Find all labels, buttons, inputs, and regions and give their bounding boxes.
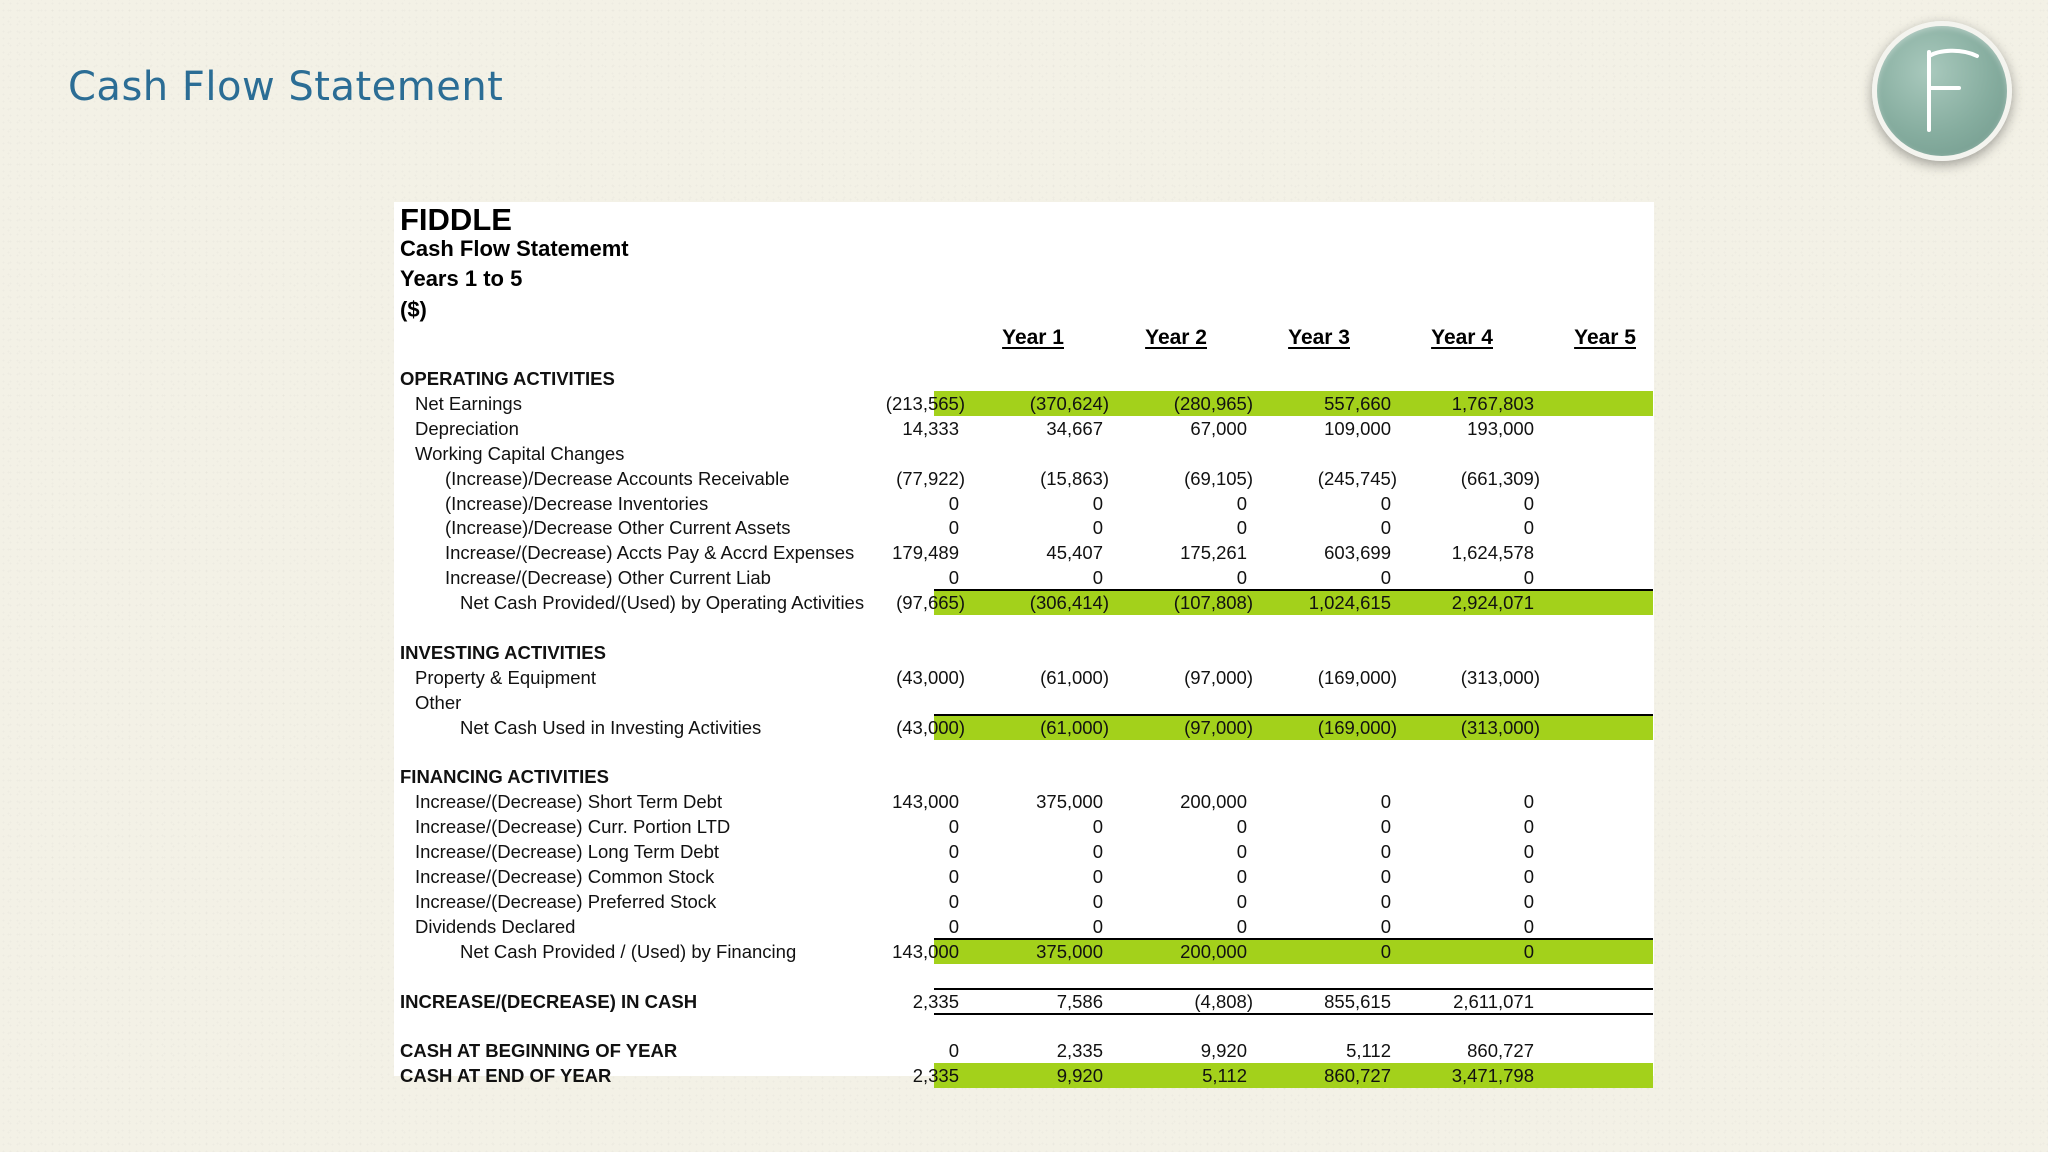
- value-cell: 9,920: [1056, 1065, 1103, 1087]
- value-cell: 0: [1380, 890, 1391, 912]
- row-label: FINANCING ACTIVITIES: [400, 766, 609, 788]
- statement-row: [394, 1063, 1654, 1088]
- value-cell: 143,000: [892, 940, 959, 962]
- value-cell: 0: [1380, 492, 1391, 514]
- value-cell: 0: [1092, 816, 1103, 838]
- column-header-year-4: Year 4: [1431, 326, 1493, 349]
- value-cell: 0: [948, 1040, 959, 1062]
- value-cell: 0: [948, 567, 959, 589]
- spacer-row: [394, 964, 1654, 989]
- value-cell: 14,333: [902, 417, 959, 439]
- statement-row: [394, 416, 1654, 441]
- column-header-year-5: Year 5: [1574, 326, 1636, 349]
- total-rule: [934, 714, 1653, 716]
- statement-row: [394, 889, 1654, 914]
- statement-row: [394, 690, 1654, 715]
- value-cell: 0: [1092, 866, 1103, 887]
- statement-row: [394, 466, 1654, 491]
- value-cell: 557,660: [1324, 392, 1391, 414]
- spacer-row: [394, 615, 1654, 640]
- value-cell: 0: [1523, 492, 1534, 514]
- row-label: CASH AT END OF YEAR: [400, 1065, 612, 1087]
- value-cell: 9,920: [1200, 1040, 1247, 1062]
- value-cell: 0: [1523, 517, 1534, 539]
- statement-row: [394, 391, 1654, 416]
- value-cell: 0: [1236, 492, 1247, 514]
- value-cell: 193,000: [1467, 417, 1534, 439]
- value-cell: 1,024,615: [1308, 592, 1391, 614]
- value-cell: 200,000: [1180, 791, 1247, 813]
- statement-row: [394, 665, 1654, 690]
- row-label: Increase/(Decrease) Accts Pay & Accrd Expenses: [445, 542, 855, 564]
- row-label: Increase/(Decrease) Curr. Portion LTD: [415, 816, 731, 838]
- row-label: Net Cash Provided / (Used) by Financing: [460, 940, 797, 962]
- value-cell: 5,112: [1202, 1065, 1247, 1087]
- value-cell: 0: [1523, 816, 1534, 838]
- row-label: Increase/(Decrease) Short Term Debt: [415, 791, 723, 813]
- value-cell: 3,471,798: [1451, 1065, 1534, 1087]
- value-cell: 0: [1523, 791, 1534, 813]
- row-label: CASH AT BEGINNING OF YEAR: [400, 1040, 678, 1062]
- value-cell: 0: [1523, 567, 1534, 589]
- statement-row: [394, 789, 1654, 814]
- value-cell: (313,000): [1460, 716, 1540, 738]
- value-cell: 2,335: [912, 990, 959, 1012]
- value-cell: (97,000): [1184, 666, 1253, 688]
- spacer-row: [394, 740, 1654, 765]
- cash-flow-sheet: [394, 202, 1654, 1087]
- value-cell: 0: [1092, 915, 1103, 937]
- fiddle-logo: [1872, 21, 2012, 161]
- value-cell: (77,922): [896, 467, 965, 489]
- statement-row: [394, 939, 1654, 964]
- spacer-row: [394, 1013, 1654, 1038]
- total-rule: [934, 938, 1653, 940]
- statement-row: [394, 590, 1654, 615]
- statement-units: ($): [400, 297, 427, 322]
- value-cell: 0: [948, 915, 959, 937]
- value-cell: 0: [1236, 890, 1247, 912]
- row-label: Dividends Declared: [415, 915, 576, 937]
- value-cell: 0: [948, 841, 959, 863]
- value-cell: (97,000): [1184, 716, 1253, 738]
- statement-title: Cash Flow Statememt: [400, 236, 629, 261]
- row-label: Other: [415, 691, 462, 713]
- column-header-year-1: Year 1: [1002, 326, 1064, 349]
- statement-row: [394, 565, 1654, 590]
- value-cell: 0: [1236, 816, 1247, 838]
- value-cell: (213,565): [885, 392, 965, 414]
- value-cell: (4,808): [1194, 990, 1253, 1012]
- value-cell: 0: [1380, 866, 1391, 887]
- value-cell: 0: [948, 816, 959, 838]
- row-label: (Increase)/Decrease Accounts Receivable: [445, 467, 790, 489]
- value-cell: 5,112: [1346, 1040, 1391, 1062]
- value-cell: 0: [1380, 816, 1391, 838]
- value-cell: (370,624): [1029, 392, 1109, 414]
- value-cell: 0: [1092, 492, 1103, 514]
- row-label: Depreciation: [415, 417, 519, 439]
- value-cell: 0: [1380, 915, 1391, 937]
- value-cell: 860,727: [1467, 1040, 1534, 1062]
- statement-row: [394, 491, 1654, 516]
- value-cell: 45,407: [1046, 542, 1103, 564]
- value-cell: 0: [1092, 841, 1103, 863]
- value-cell: 0: [1236, 517, 1247, 539]
- row-label: INCREASE/(DECREASE) IN CASH: [400, 990, 698, 1012]
- value-cell: 0: [1092, 567, 1103, 589]
- value-cell: (107,808): [1173, 592, 1253, 614]
- statement-row: [394, 640, 1654, 665]
- value-cell: 0: [1523, 866, 1534, 887]
- column-header-year-2: Year 2: [1145, 326, 1207, 349]
- statement-row: [394, 864, 1654, 889]
- statement-row: [394, 839, 1654, 864]
- value-cell: 1,767,803: [1451, 392, 1534, 414]
- statement-row: [394, 989, 1654, 1014]
- value-cell: 0: [1236, 567, 1247, 589]
- value-cell: 0: [1523, 940, 1534, 962]
- row-label: Net Earnings: [415, 392, 522, 414]
- value-cell: 0: [948, 517, 959, 539]
- row-label: (Increase)/Decrease Inventories: [445, 492, 709, 514]
- row-label: Increase/(Decrease) Other Current Liab: [445, 567, 771, 589]
- value-cell: 0: [1380, 791, 1391, 813]
- statement-row: [394, 764, 1654, 789]
- value-cell: 0: [1380, 517, 1391, 539]
- value-cell: (306,414): [1029, 592, 1109, 614]
- value-cell: 375,000: [1036, 940, 1103, 962]
- value-cell: (169,000): [1317, 666, 1397, 688]
- value-cell: (61,000): [1040, 666, 1109, 688]
- value-cell: 109,000: [1324, 417, 1391, 439]
- row-label: Net Cash Used in Investing Activities: [460, 716, 762, 738]
- value-cell: (661,309): [1460, 467, 1540, 489]
- company-name: FIDDLE: [400, 202, 512, 237]
- value-cell: 0: [1523, 841, 1534, 863]
- value-cell: 175,261: [1180, 542, 1247, 564]
- value-cell: 7,586: [1056, 990, 1103, 1012]
- value-cell: (43,000): [896, 716, 965, 738]
- value-cell: 179,489: [892, 542, 959, 564]
- value-cell: 0: [1523, 890, 1534, 912]
- value-cell: (15,863): [1040, 467, 1109, 489]
- statement-row: [394, 366, 1654, 391]
- value-cell: 860,727: [1324, 1065, 1391, 1087]
- statement-period: Years 1 to 5: [400, 266, 523, 291]
- value-cell: 0: [948, 492, 959, 514]
- value-cell: 0: [1380, 841, 1391, 863]
- value-cell: (43,000): [896, 666, 965, 688]
- value-cell: 0: [1380, 940, 1391, 962]
- statement-row: [394, 1038, 1654, 1063]
- row-label: Net Cash Provided/(Used) by Operating Activities: [460, 592, 865, 614]
- value-cell: 200,000: [1180, 940, 1247, 962]
- value-cell: 375,000: [1036, 791, 1103, 813]
- statement-row: [394, 515, 1654, 540]
- value-cell: 2,924,071: [1451, 592, 1534, 614]
- value-cell: 0: [1236, 866, 1247, 887]
- value-cell: 34,667: [1046, 417, 1103, 439]
- value-cell: 0: [948, 890, 959, 912]
- statement-row: [394, 715, 1654, 740]
- value-cell: 2,335: [912, 1065, 959, 1087]
- total-rule: [934, 589, 1653, 591]
- value-cell: (97,665): [896, 592, 965, 614]
- statement-row: [394, 441, 1654, 466]
- value-cell: (280,965): [1173, 392, 1253, 414]
- row-label: Working Capital Changes: [415, 442, 625, 464]
- statement-row: [394, 814, 1654, 839]
- value-cell: 1,624,578: [1451, 542, 1534, 564]
- row-label: Property & Equipment: [415, 666, 596, 688]
- value-cell: 855,615: [1324, 990, 1391, 1012]
- statement-row: [394, 540, 1654, 565]
- row-label: Increase/(Decrease) Common Stock: [415, 866, 715, 887]
- row-label: Increase/(Decrease) Preferred Stock: [415, 890, 717, 912]
- statement-row: [394, 914, 1654, 939]
- value-cell: 2,335: [1056, 1040, 1103, 1062]
- row-label: INVESTING ACTIVITIES: [400, 641, 606, 663]
- value-cell: 2,611,071: [1453, 990, 1534, 1012]
- value-cell: 0: [1092, 890, 1103, 912]
- value-cell: (69,105): [1184, 467, 1253, 489]
- row-label: (Increase)/Decrease Other Current Assets: [445, 517, 791, 539]
- total-rule: [934, 988, 1653, 990]
- slide-title: Cash Flow Statement: [68, 64, 504, 110]
- value-cell: 603,699: [1324, 542, 1391, 564]
- value-cell: 67,000: [1190, 417, 1247, 439]
- value-cell: 0: [1236, 915, 1247, 937]
- value-cell: (313,000): [1460, 666, 1540, 688]
- value-cell: 143,000: [892, 791, 959, 813]
- row-label: Increase/(Decrease) Long Term Debt: [415, 841, 720, 863]
- value-cell: 0: [1380, 567, 1391, 589]
- value-cell: (245,745): [1317, 467, 1397, 489]
- value-cell: (169,000): [1317, 716, 1397, 738]
- value-cell: 0: [1523, 915, 1534, 937]
- value-cell: (61,000): [1040, 716, 1109, 738]
- value-cell: 0: [948, 866, 959, 887]
- row-label: OPERATING ACTIVITIES: [400, 368, 615, 389]
- value-cell: 0: [1092, 517, 1103, 539]
- f-monogram-icon: [1877, 26, 2007, 156]
- column-header-year-3: Year 3: [1288, 326, 1350, 349]
- value-cell: 0: [1236, 841, 1247, 863]
